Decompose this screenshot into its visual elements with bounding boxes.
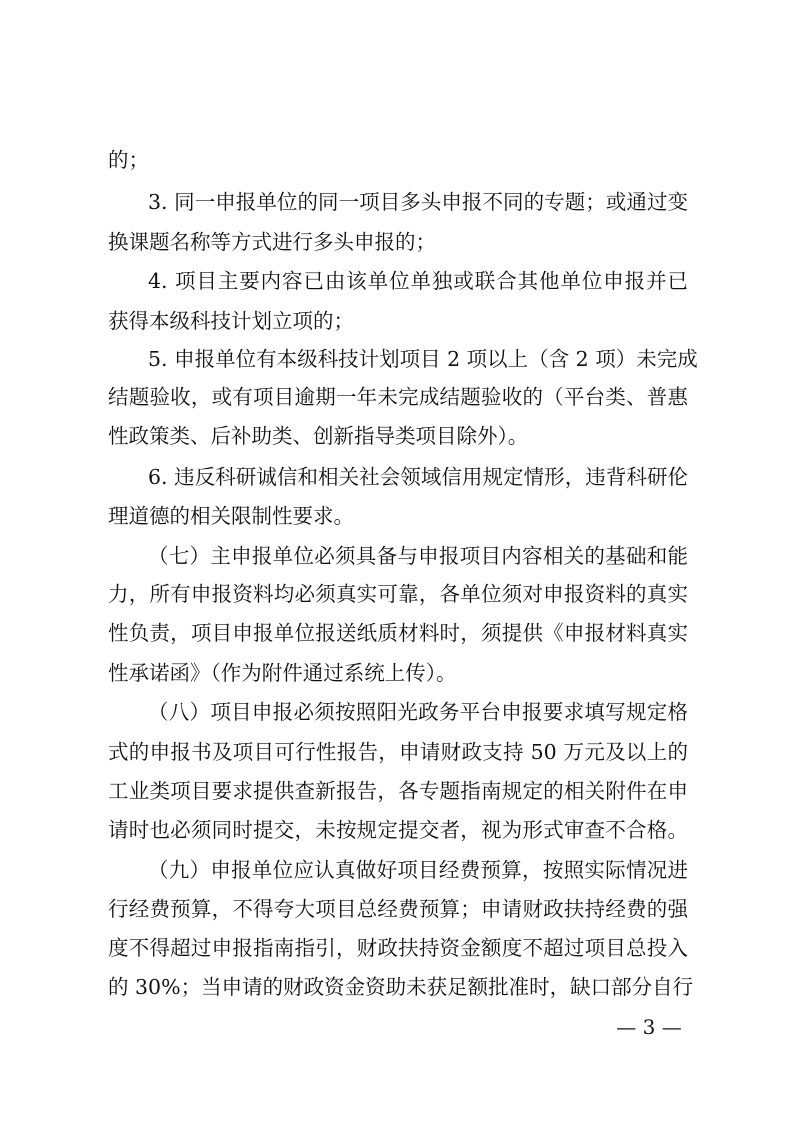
text-line: 度不得超过申报指南指引，财政扶持资金额度不超过项目总投入 — [108, 936, 688, 960]
page-number: — 3 — — [616, 1015, 682, 1039]
text-line: 的； — [108, 148, 149, 172]
text-line: 理道德的相关限制性要求。 — [108, 504, 354, 528]
text-line: 3. 同一申报单位的同一项目多头申报不同的专题；或通过变 — [148, 190, 688, 214]
text-line: 换课题名称等方式进行多头申报的； — [108, 230, 436, 254]
text-line: （九）申报单位应认真做好项目经费预算，按照实际情况进 — [148, 858, 688, 882]
text-line: 性承诺函》（作为附件通过系统上传）。 — [108, 661, 457, 685]
text-line: 6. 违反科研诚信和相关社会领域信用规定情形，违背科研伦 — [148, 465, 688, 489]
text-line: 5. 申报单位有本级科技计划项目 2 项以上（含 2 项）未完成 — [148, 347, 698, 371]
text-line: （八）项目申报必须按照阳光政务平台申报要求填写规定格 — [148, 700, 688, 724]
text-line: 式的申报书及项目可行性报告，申请财政支持 50 万元及以上的 — [108, 740, 688, 764]
text-line: 性负责，项目申报单位报送纸质材料时，须提供《申报材料真实 — [108, 621, 688, 645]
text-line: 结题验收，或有项目逾期一年未完成结题验收的（平台类、普惠 — [108, 385, 688, 409]
text-line: 获得本级科技计划立项的； — [108, 309, 354, 333]
text-line: 的 30%；当申请的财政资金资助未获足额批准时，缺口部分自行 — [108, 975, 694, 999]
text-line: 4. 项目主要内容已由该单位单独或联合其他单位申报并已 — [148, 269, 688, 293]
text-line: 请时也必须同时提交，未按规定提交者，视为形式审查不合格。 — [108, 818, 688, 842]
text-line: 力，所有申报资料均必须真实可靠，各单位须对申报资料的真实 — [108, 582, 688, 606]
text-line: 行经费预算，不得夸大项目总经费预算；申请财政扶持经费的强 — [108, 897, 688, 921]
text-line: （七）主申报单位必须具备与申报项目内容相关的基础和能 — [148, 544, 688, 568]
text-line: 工业类项目要求提供查新报告，各专题指南规定的相关附件在申 — [108, 779, 688, 803]
text-line: 性政策类、后补助类、创新指导类项目除外）。 — [108, 424, 529, 448]
